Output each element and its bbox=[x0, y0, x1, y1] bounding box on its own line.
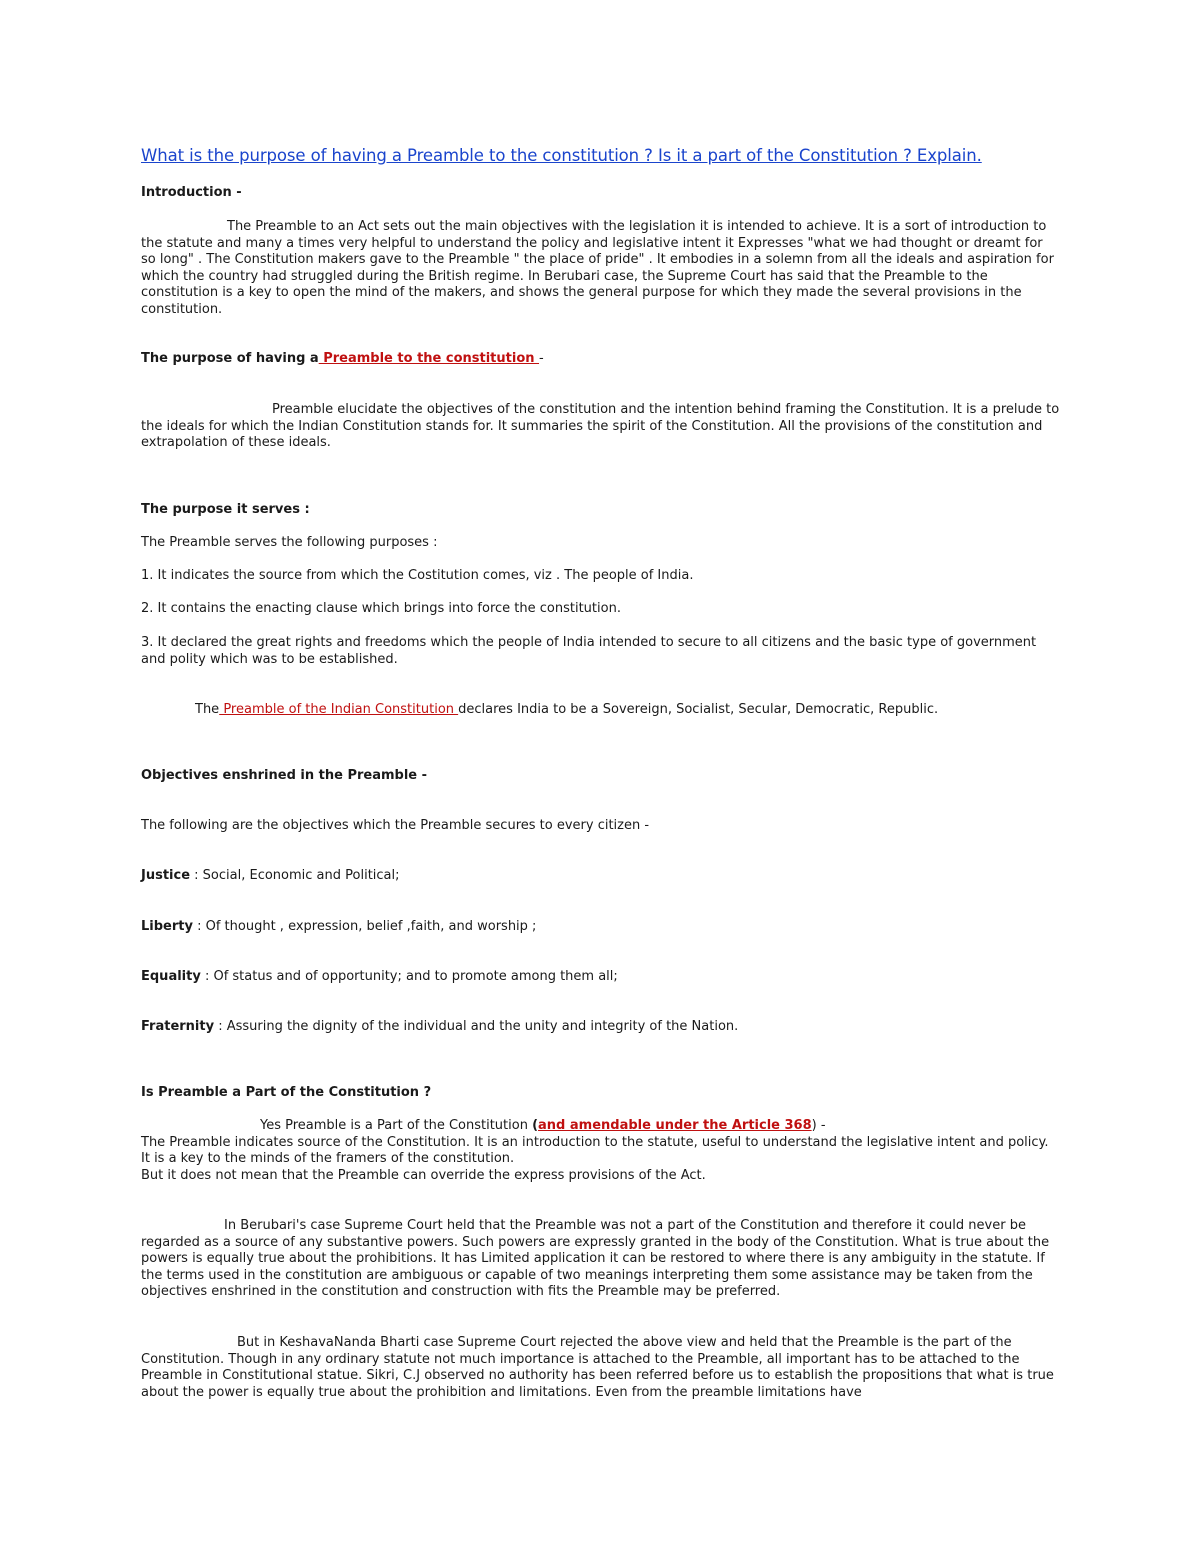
berubari-paragraph bbox=[141, 1218, 1061, 1301]
objective-text: : Of status and of opportunity; and to promote among them all; bbox=[200, 969, 618, 984]
part-first-prefix: Yes Preamble is a Part of the Constitution bbox=[260, 1118, 533, 1133]
purpose-heading-prefix: The purpose of having a bbox=[141, 351, 319, 366]
serves-heading: The purpose it serves : bbox=[141, 502, 310, 517]
introduction-text: The Preamble to an Act sets out the main objectives with the legislation it is intended to achieve. It is a sort of introduction to the statute and many a times very helpful to understand the policy and legislative intent it Expresses "what we had thought or dreamt for so long" . The Constitution makers gave to the Preamble " the place of pride" . It embodies in a solemn from all the ideals and aspiration for which the country had struggled during the British regime. In Berubari case, the Supreme Court has said that the Preamble to the constitution is a key to open the mind of the makers, and shows the general purpose for which they made the several provisions in the constitution. bbox=[141, 219, 1054, 317]
declares-prefix: The bbox=[195, 702, 220, 717]
keshavananda-text: But in KeshavaNanda Bharti case Supreme Court rejected the above view and held that the Preamble is the part of the Constitution. Though in any ordinary statute not much importance is attached to the Preamble, all important has to be attached to the Preamble in Constitutional statue. Sikri, C.J observed no authority has been referred before us to establish the propositions that what is true about the power is equally true about the prohibition and limitations. Even from the preamble limitations have bbox=[141, 1335, 1054, 1400]
serves-intro: The Preamble serves the following purposes : bbox=[141, 535, 438, 550]
purpose-heading bbox=[141, 351, 1061, 368]
part-heading: Is Preamble a Part of the Constitution ? bbox=[141, 1085, 432, 1100]
objective-text: : Social, Economic and Political; bbox=[190, 868, 400, 883]
objective-text: : Assuring the dignity of the individual and the unity and integrity of the Nation. bbox=[214, 1019, 739, 1034]
declares-line bbox=[141, 702, 1115, 719]
objective-text: : Of thought , expression, belief ,faith, and worship ; bbox=[192, 919, 537, 934]
article-368-link[interactable]: and amendable under the Article 368 bbox=[538, 1118, 812, 1133]
part-line: The Preamble indicates source of the Constitution. It is an introduction to the statute, useful to understand the legislative intent and policy. It is a key to the minds of the framers of the constitution. bbox=[141, 1134, 1049, 1167]
objectives-intro: The following are the objectives which the Preamble secures to every citizen - bbox=[141, 818, 650, 833]
purpose-heading-suffix: - bbox=[539, 351, 544, 366]
objective-term: Equality bbox=[141, 969, 201, 984]
berubari-text: In Berubari's case Supreme Court held that the Preamble was not a part of the Constitution and therefore it could never be regarded as a source of any substantive powers. Such powers are expressly granted in the body of the Constitution. What is true about the powers is equally true about the prohibitions. It has Limited application it can be restored to where there is any ambiguity in the statute. If the terms used in the constitution are ambiguous or capable of two meanings interpreting them some assistance may be taken from the objectives enshrined in the constitution and construction with fits the Preamble may be preferred. bbox=[141, 1218, 1050, 1300]
objective-justice bbox=[141, 868, 1061, 885]
preamble-indian-constitution-link[interactable]: Preamble of the Indian Constitution bbox=[219, 702, 459, 717]
list-item: 1. It indicates the source from which the Costitution comes, viz . The people of India. bbox=[141, 568, 694, 583]
declares-suffix: declares India to be a Sovereign, Socialist, Secular, Democratic, Republic. bbox=[458, 702, 939, 717]
document-title[interactable]: What is the purpose of having a Preamble to the constitution ? Is it a part of the Constitution ? Explain. bbox=[141, 146, 982, 165]
list-item: 3. It declared the great rights and freedoms which the people of India intended to secure to all citizens and the basic type of government and polity which was to be established. bbox=[141, 635, 1037, 667]
part-paragraph bbox=[141, 1118, 1061, 1184]
objective-liberty bbox=[141, 919, 1061, 936]
part-line: But it does not mean that the Preamble can override the express provisions of the Act. bbox=[141, 1167, 706, 1183]
objective-term: Liberty bbox=[141, 919, 193, 934]
list-item: 2. It contains the enacting clause which brings into force the constitution. bbox=[141, 601, 621, 616]
objective-term: Justice bbox=[141, 868, 191, 883]
objective-fraternity bbox=[141, 1019, 1061, 1036]
part-first-line bbox=[141, 1118, 1061, 1135]
purpose-text: Preamble elucidate the objectives of the constitution and the intention behind framing the Constitution. It is a prelude to the ideals for which the Indian Constitution stands for. It summaries the spirit of the Constitution. All the provisions of the constitution and extrapolation of these ideals. bbox=[141, 402, 1060, 451]
preamble-constitution-link[interactable]: Preamble to the constitution bbox=[318, 351, 540, 366]
objective-term: Fraternity bbox=[141, 1019, 215, 1034]
introduction-paragraph bbox=[141, 219, 1061, 319]
introduction-heading: Introduction - bbox=[141, 185, 242, 200]
keshavananda-paragraph bbox=[141, 1335, 1061, 1401]
objective-equality bbox=[141, 969, 1061, 986]
purpose-paragraph bbox=[141, 402, 1061, 452]
open-paren: ( bbox=[532, 1118, 539, 1133]
part-first-close: ) - bbox=[811, 1118, 826, 1133]
objectives-heading: Objectives enshrined in the Preamble - bbox=[141, 768, 428, 783]
